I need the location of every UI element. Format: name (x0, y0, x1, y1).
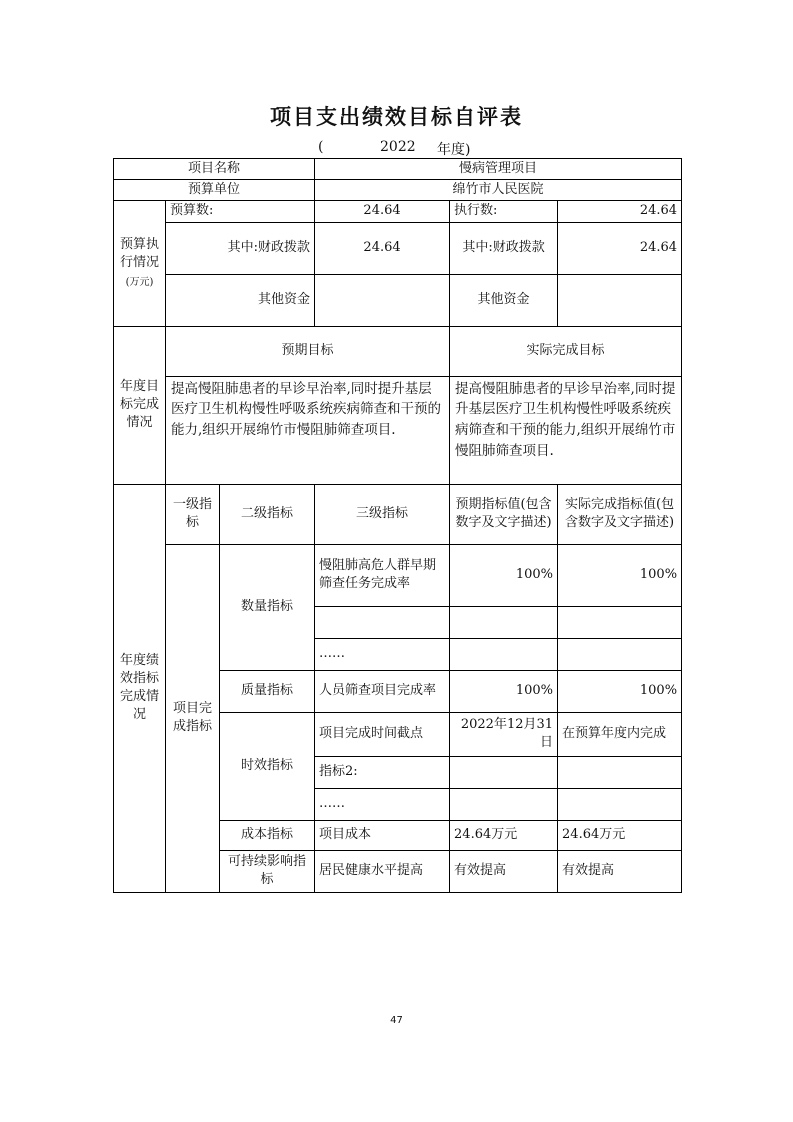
exec-num-label: 执行数: (450, 201, 558, 222)
budget-section-unit: (万元) (125, 276, 154, 288)
indicator-expected (450, 756, 558, 788)
actual-goal-text: 提高慢阻肺患者的早诊早治率,同时提升基层医疗卫生机构慢性呼吸系统疾病筛查和干预的能力,组织开展绵竹市慢阻肺筛查项目. (450, 376, 682, 484)
year-open-paren: ( (318, 139, 324, 155)
level1-value: 项目完成指标 (166, 544, 220, 892)
exec-num-value: 24.64 (558, 201, 682, 222)
indicator-expected: 100% (450, 544, 558, 606)
fiscal-value-exec: 24.64 (558, 222, 682, 274)
header-level1: 一级指标 (166, 484, 220, 544)
header-level2: 二级指标 (220, 484, 315, 544)
timeliness-label: 时效指标 (220, 712, 315, 820)
indicator-name: 慢阻肺高危人群早期筛查任务完成率 (315, 544, 450, 606)
indicator-name: 人员筛查项目完成率 (315, 670, 450, 712)
indicator-actual: 有效提高 (558, 850, 682, 892)
fiscal-label: 其中:财政拨款 (166, 222, 315, 274)
sustainability-label: 可持续影响指标 (220, 850, 315, 892)
fiscal-value: 24.64 (315, 222, 450, 274)
expected-goal-header: 预期目标 (166, 326, 450, 376)
actual-goal-header: 实际完成目标 (450, 326, 682, 376)
budget-num-label: 预算数: (166, 201, 315, 222)
project-name-value: 慢病管理项目 (315, 159, 682, 180)
indicator-expected (450, 638, 558, 670)
indicator-expected: 2022年12月31日 (450, 712, 558, 756)
budget-num-value: 24.64 (315, 201, 450, 222)
indicator-actual (558, 606, 682, 638)
indicator-actual (558, 788, 682, 820)
header-expected: 预期指标值(包含数字及文字描述) (450, 484, 558, 544)
indicator-name: 项目成本 (315, 820, 450, 850)
budget-unit-value: 绵竹市人民医院 (315, 180, 682, 201)
other-funds-value-exec (558, 274, 682, 326)
quantity-label: 数量指标 (220, 544, 315, 670)
fiscal-label-exec: 其中:财政拨款 (450, 222, 558, 274)
project-name-label: 项目名称 (114, 159, 315, 180)
indicator-name: …… (315, 788, 450, 820)
indicator-expected: 有效提高 (450, 850, 558, 892)
expected-goal-text: 提高慢阻肺患者的早诊早治率,同时提升基层医疗卫生机构慢性呼吸系统疾病筛查和干预的能力,组织开展绵竹市慢阻肺筛查项目. (166, 376, 450, 484)
indicator-actual (558, 638, 682, 670)
indicator-actual: 100% (558, 544, 682, 606)
page-title: 项目支出绩效目标自评表 (270, 105, 523, 129)
indicator-expected: 24.64万元 (450, 820, 558, 850)
cost-label: 成本指标 (220, 820, 315, 850)
indicator-name: 指标2: (315, 756, 450, 788)
indicator-actual: 在预算年度内完成 (558, 712, 682, 756)
year-value: 2022 (380, 139, 416, 155)
indicator-name (315, 606, 450, 638)
header-actual: 实际完成指标值(包含数字及文字描述) (558, 484, 682, 544)
budget-unit-label: 预算单位 (114, 180, 315, 201)
indicator-name: 项目完成时间截点 (315, 712, 450, 756)
indicator-actual (558, 756, 682, 788)
page-number: 47 (390, 1015, 403, 1026)
indicator-actual: 100% (558, 670, 682, 712)
indicator-expected: 100% (450, 670, 558, 712)
year-line (0, 139, 793, 159)
other-funds-label-exec: 其他资金 (450, 274, 558, 326)
evaluation-table (113, 158, 682, 893)
indicators-section-label: 年度绩效指标完成情况 (114, 484, 166, 892)
indicator-actual: 24.64万元 (558, 820, 682, 850)
indicator-expected (450, 788, 558, 820)
quality-label: 质量指标 (220, 670, 315, 712)
indicator-expected (450, 606, 558, 638)
annual-goals-label: 年度目标完成情况 (114, 326, 166, 484)
budget-section-text: 预算执行情况 (119, 237, 159, 271)
indicator-name: …… (315, 638, 450, 670)
budget-section-label (114, 201, 166, 326)
header-level3: 三级指标 (315, 484, 450, 544)
year-suffix: 年度) (437, 142, 471, 158)
indicator-name: 居民健康水平提高 (315, 850, 450, 892)
other-funds-value (315, 274, 450, 326)
other-funds-label: 其他资金 (166, 274, 315, 326)
